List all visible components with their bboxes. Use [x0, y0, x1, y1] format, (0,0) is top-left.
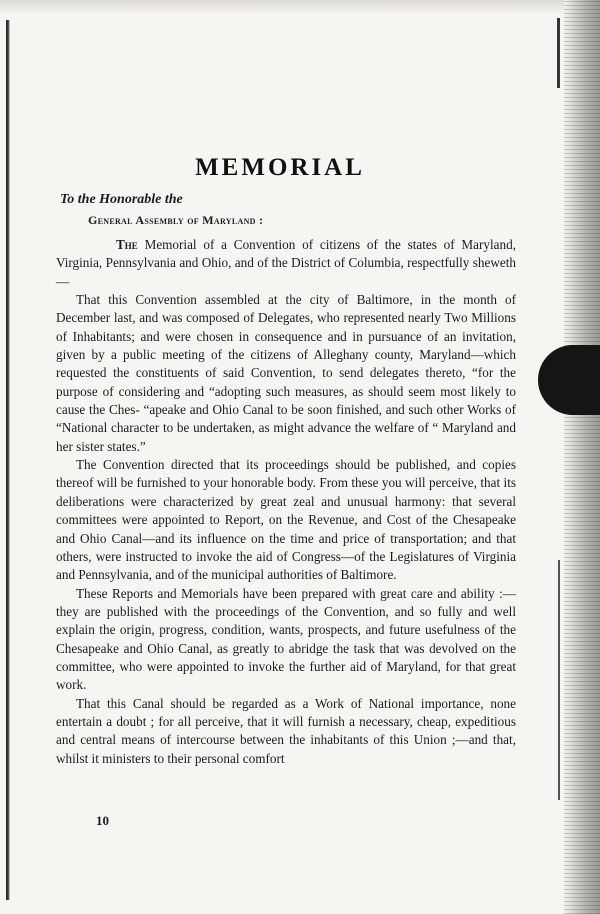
- paragraph-lead-in: The: [116, 237, 138, 252]
- binding-hole: [538, 345, 600, 415]
- salutation: To the Honorable the: [60, 192, 183, 207]
- paragraph: [56, 456, 516, 584]
- paragraph-text: That this Convention assembled at the city of Baltimore, in the month of December last, and was composed of Delegates, who represented nearly Two Millions of Inhabitants; and were chosen in consequence and in pursuance of an invitation, given by a public meeting of the citizens of Alleghany county, Maryland—which requested the constituents of said Convention, to send delegates thereto, “for the purpose of considering and “adopting such measures, as should seem most likely to cause the Ches- “apeake and Ohio Canal to be soon finished, and such other Works of “National character to be undertaken, as might advance the welfare of “ Maryland and her sister states.”: [56, 292, 516, 454]
- binding-edge: [564, 0, 600, 914]
- addressee: General Assembly of Maryland :: [88, 213, 264, 227]
- page-left-edge: [6, 20, 10, 900]
- paragraph: [56, 695, 516, 768]
- page-number: 10: [96, 813, 109, 828]
- memorial-body: [56, 236, 516, 768]
- paragraph: [56, 236, 516, 291]
- binding-line-top: [557, 18, 560, 88]
- document-heading: MEMORIAL: [195, 154, 365, 181]
- paragraph-text: Memorial of a Convention of citizens of the states of Maryland, Virginia, Pennsylvania and Ohio, and of the District of Columbia, respectfully sheweth—: [56, 237, 516, 289]
- scan-shadow-top: [0, 0, 600, 14]
- paragraph-text: The Convention directed that its proceedings should be published, and copies thereof will be furnished to your honorable body. From these you will perceive, that its deliberations were characterized by great zeal and unusual harmony: that several committees were appointed to Report, on the Revenue, and Cost of the Chesapeake and Ohio Canal—and its influence on the time and price of transportation; and that others, were instructed to invoke the aid of Congress—of the Legislatures of Virginia and Pennsylvania, and of the municipal authorities of Baltimore.: [56, 457, 516, 583]
- paragraph-text: These Reports and Memorials have been prepared with great care and ability :—they are published with the proceedings of the Convention, and so fully and well explain the origin, progress, condition, wants, prospects, and future usefulness of the Chesapeake and Ohio Canal, as greatly to abridge the task that was devolved on the committee, who were appointed to invoke the further aid of Maryland, for that great work.: [56, 585, 516, 693]
- paragraph: [56, 585, 516, 695]
- paragraph-text: That this Canal should be regarded as a Work of National importance, none entertain a doubt ; for all perceive, that it will furnish a necessary, cheap, expeditious and central means of intercourse between the inhabitants of this Union ;—and that, whilst it ministers to their personal comfort: [56, 695, 516, 766]
- binding-line-bottom: [558, 560, 560, 800]
- paragraph: [56, 291, 516, 456]
